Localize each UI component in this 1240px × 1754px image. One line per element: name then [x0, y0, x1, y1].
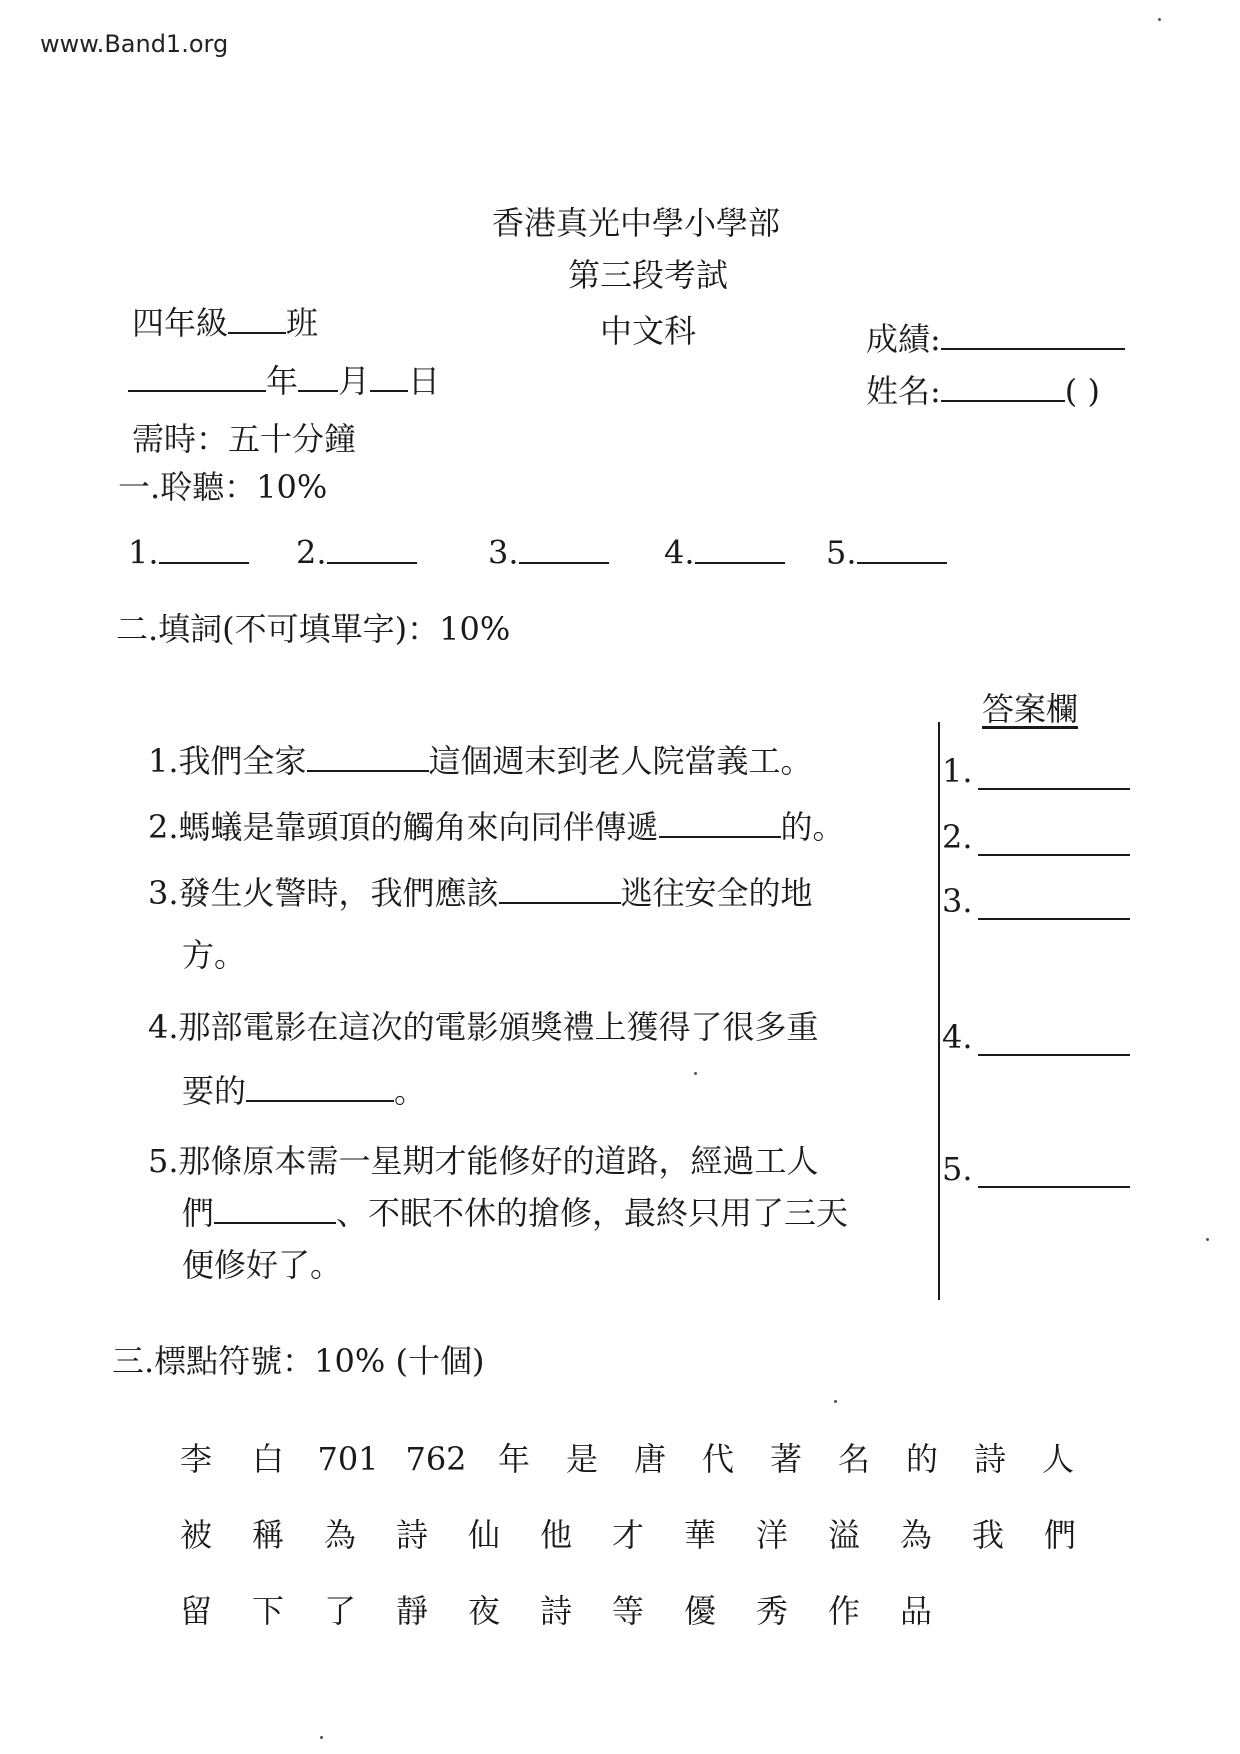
class-blank[interactable] — [228, 298, 286, 334]
name-label: 姓名: — [866, 372, 941, 410]
passage-char: 762 — [405, 1440, 467, 1478]
fill-question-5: 5.那條原本需一星期才能修好的道路，經過工人 — [148, 1142, 819, 1180]
fill-blank[interactable] — [214, 1188, 336, 1224]
passage-char: 人 — [1041, 1440, 1074, 1478]
month-label: 月 — [338, 362, 371, 400]
punctuation-passage-line-1 — [160, 1434, 1092, 1480]
listening-blank[interactable] — [519, 528, 609, 564]
answer-number-4: 4. — [942, 1018, 973, 1056]
name-blank[interactable] — [941, 366, 1065, 402]
fill-question-1: 1.我們全家 這個週末到老人院當義工。 — [148, 736, 813, 782]
passage-char: 詩 — [973, 1440, 1006, 1478]
fill-question-3: 3.發生火警時，我們應該 逃往安全的地 — [148, 868, 813, 914]
scan-speck — [1158, 18, 1161, 21]
passage-char: 年 — [497, 1440, 530, 1478]
passage-char: 詩 — [539, 1592, 572, 1630]
name-line — [866, 366, 1100, 412]
passage-char: 靜 — [395, 1592, 428, 1630]
passage-char: 李 — [179, 1440, 212, 1478]
passage-char: 著 — [769, 1440, 802, 1478]
year-label: 年 — [266, 362, 299, 400]
time-allowed: 需時：五十分鐘 — [132, 420, 357, 458]
fill-question-2: 2.螞蟻是靠頭頂的觸角來向同伴傳遞 的。 — [148, 802, 845, 848]
answer-blank-4[interactable] — [978, 1054, 1130, 1056]
passage-char: 下 — [251, 1592, 284, 1630]
date-line — [128, 356, 440, 402]
passage-char: 了 — [323, 1592, 356, 1630]
score-blank[interactable] — [941, 314, 1125, 350]
scan-speck — [1206, 1238, 1209, 1241]
answer-number-5: 5. — [942, 1150, 973, 1188]
answer-number-2: 2. — [942, 818, 973, 856]
punctuation-passage-line-3 — [160, 1586, 952, 1632]
fill-question-4-line2: 要的 。 — [182, 1066, 426, 1112]
section2-title: 二.填詞(不可填單字)：10% — [116, 610, 511, 648]
school-name: 香港真光中學小學部 — [492, 204, 781, 242]
passage-char: 們 — [1043, 1516, 1076, 1554]
answer-blank-1[interactable] — [978, 788, 1130, 790]
listening-blank[interactable] — [695, 528, 785, 564]
fill-question-5-line2: 們 、不眠不休的搶修，最終只用了三天 — [182, 1188, 848, 1234]
exam-title: 第三段考試 — [568, 256, 729, 294]
month-blank[interactable] — [298, 356, 338, 392]
class-number-paren: ( ) — [1064, 372, 1100, 410]
passage-char: 名 — [837, 1440, 870, 1478]
passage-char: 的 — [905, 1440, 938, 1478]
passage-char: 夜 — [467, 1592, 500, 1630]
scan-speck — [694, 1072, 697, 1075]
day-blank[interactable] — [370, 356, 408, 392]
answer-number-3: 3. — [942, 882, 973, 920]
passage-char: 秀 — [755, 1592, 788, 1630]
fill-question-5-line3: 便修好了。 — [182, 1246, 343, 1284]
passage-char: 品 — [899, 1592, 932, 1630]
class-label: 班 — [286, 304, 319, 342]
section3-title: 三.標點符號：10% (十個) — [112, 1342, 485, 1380]
passage-char: 我 — [971, 1516, 1004, 1554]
passage-char: 701 — [317, 1440, 379, 1478]
listening-item-3: 3. — [488, 528, 609, 572]
listening-blank[interactable] — [159, 528, 249, 564]
passage-char: 才 — [611, 1516, 644, 1554]
passage-char: 白 — [251, 1440, 284, 1478]
listening-item-5: 5. — [826, 528, 947, 572]
day-label: 日 — [408, 362, 441, 400]
passage-char: 洋 — [755, 1516, 788, 1554]
scan-speck — [320, 1736, 323, 1739]
passage-char: 作 — [827, 1592, 860, 1630]
passage-char: 溢 — [827, 1516, 860, 1554]
passage-char: 為 — [323, 1516, 356, 1554]
listening-item-2: 2. — [296, 528, 417, 572]
passage-char: 優 — [683, 1592, 716, 1630]
answer-blank-2[interactable] — [978, 854, 1130, 856]
passage-char: 代 — [701, 1440, 734, 1478]
fill-blank[interactable] — [659, 802, 781, 838]
answer-column-divider — [938, 722, 940, 1300]
year-blank[interactable] — [128, 356, 266, 392]
fill-blank[interactable] — [307, 736, 429, 772]
passage-char: 留 — [179, 1592, 212, 1630]
answer-number-1: 1. — [942, 752, 973, 790]
passage-char: 他 — [539, 1516, 572, 1554]
listening-blank[interactable] — [857, 528, 947, 564]
passage-char: 等 — [611, 1592, 644, 1630]
fill-blank[interactable] — [499, 868, 621, 904]
subject-label: 中文科 — [600, 312, 697, 350]
passage-char: 華 — [683, 1516, 716, 1554]
passage-char: 詩 — [395, 1516, 428, 1554]
fill-question-4: 4.那部電影在這次的電影頒獎禮上獲得了很多重 — [148, 1008, 819, 1046]
score-line — [866, 314, 1125, 360]
score-label: 成績: — [866, 320, 941, 358]
answer-column-title: 答案欄 — [982, 690, 1079, 728]
fill-blank[interactable] — [246, 1066, 394, 1102]
passage-char: 稱 — [251, 1516, 284, 1554]
passage-char: 是 — [565, 1440, 598, 1478]
site-watermark: www.Band1.org — [40, 30, 229, 58]
section1-title: 一.聆聽：10% — [118, 468, 328, 506]
listening-item-4: 4. — [664, 528, 785, 572]
passage-char: 仙 — [467, 1516, 500, 1554]
fill-question-3-line2: 方。 — [182, 936, 247, 974]
grade-class-line — [132, 298, 318, 344]
passage-char: 被 — [179, 1516, 212, 1554]
listening-blank[interactable] — [327, 528, 417, 564]
grade-label: 四年級 — [132, 304, 229, 342]
answer-blank-5[interactable] — [978, 1186, 1130, 1188]
listening-item-1: 1. — [128, 528, 249, 572]
answer-blank-3[interactable] — [978, 918, 1130, 920]
passage-char: 為 — [899, 1516, 932, 1554]
scan-speck — [834, 1400, 837, 1403]
punctuation-passage-line-2 — [160, 1510, 1096, 1556]
passage-char: 唐 — [633, 1440, 666, 1478]
